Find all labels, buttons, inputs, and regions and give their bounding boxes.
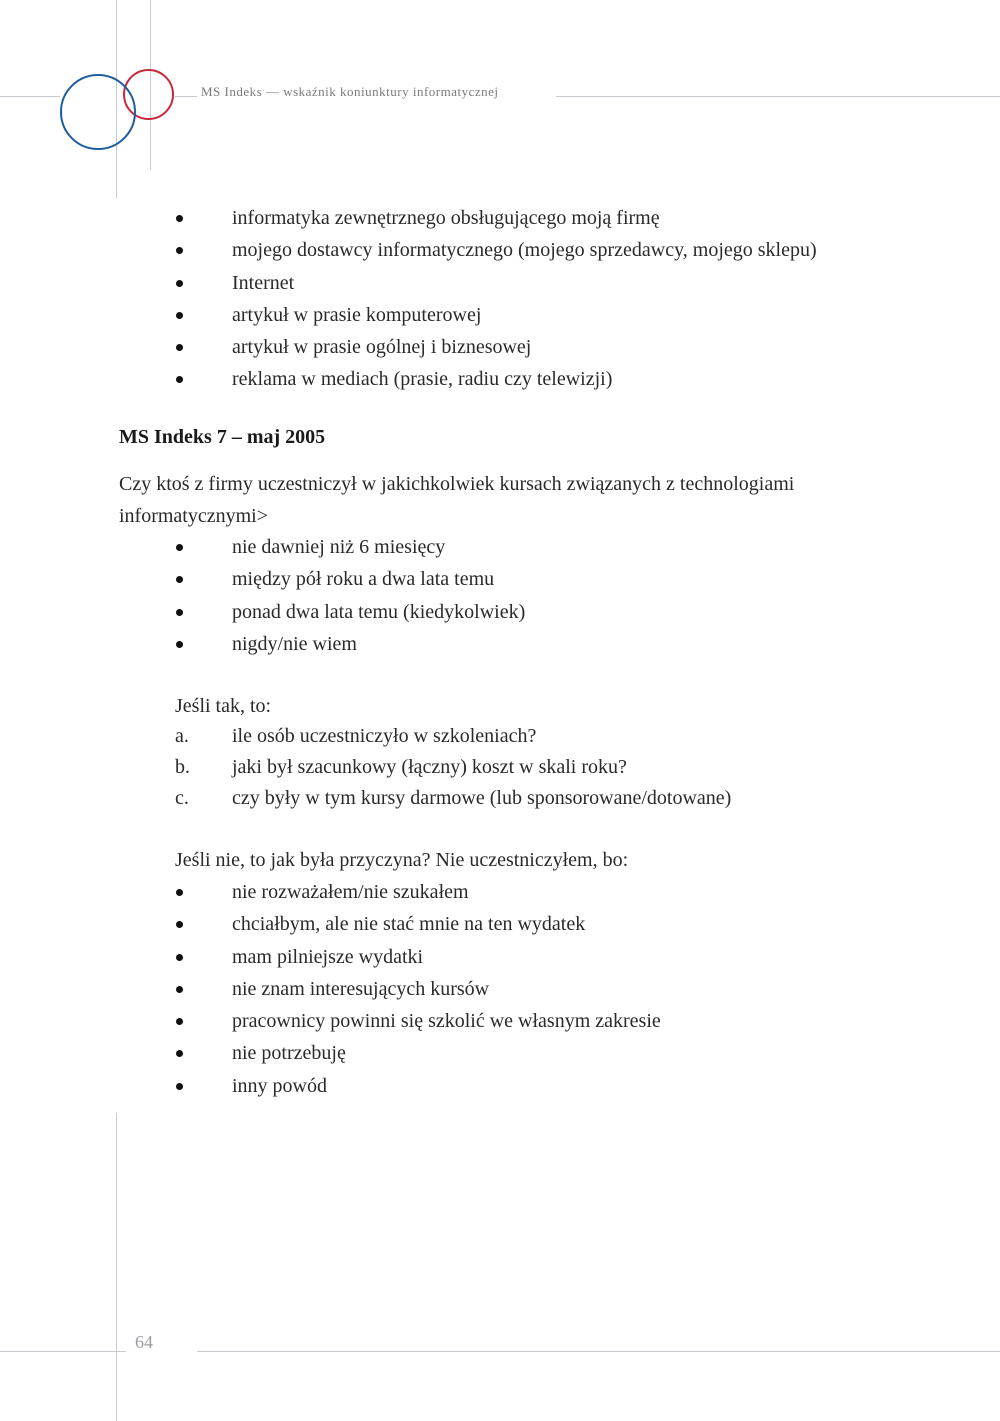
bullet-icon [176,312,183,319]
page-number: 64 [135,1332,153,1352]
bullet-icon [176,215,183,222]
bullet-icon [176,280,183,287]
section-heading: MS Indeks 7 – maj 2005 [119,426,326,448]
bullet-icon [176,1018,183,1025]
footer-rule-left [0,1351,126,1352]
if-no-label: Jeśli nie, to jak była przyczyna? Nie uczestniczyłem, bo: [175,849,629,871]
vertical-rule-bottom [116,1113,117,1421]
header-rule-mid [175,96,197,97]
bullet-icon [176,376,183,383]
header-rule-right [556,96,1000,97]
bullet-icon [176,344,183,351]
bullet-icon [176,921,183,928]
bullet-icon [176,889,183,896]
bullet-icon [176,641,183,648]
footer-rule-right [197,1351,1000,1352]
running-header: MS Indeks — wskaźnik koniunktury informatycznej [201,84,499,99]
if-yes-label: Jeśli tak, to: [175,695,272,717]
bullet-icon [176,1050,183,1057]
question-text-line1: Czy ktoś z firmy uczestniczył w jakichkolwiek kursach związanych z technologiami [119,473,795,495]
question-text-line2: informatycznymi> [119,505,269,527]
bullet-icon [176,986,183,993]
bullet-icon [176,544,183,551]
logo-circle-blue [60,74,136,150]
bullet-icon [176,609,183,616]
bullet-icon [176,954,183,961]
bullet-icon [176,1083,183,1090]
header-rule-left [0,96,60,97]
bullet-icon [176,247,183,254]
bullet-icon [176,576,183,583]
